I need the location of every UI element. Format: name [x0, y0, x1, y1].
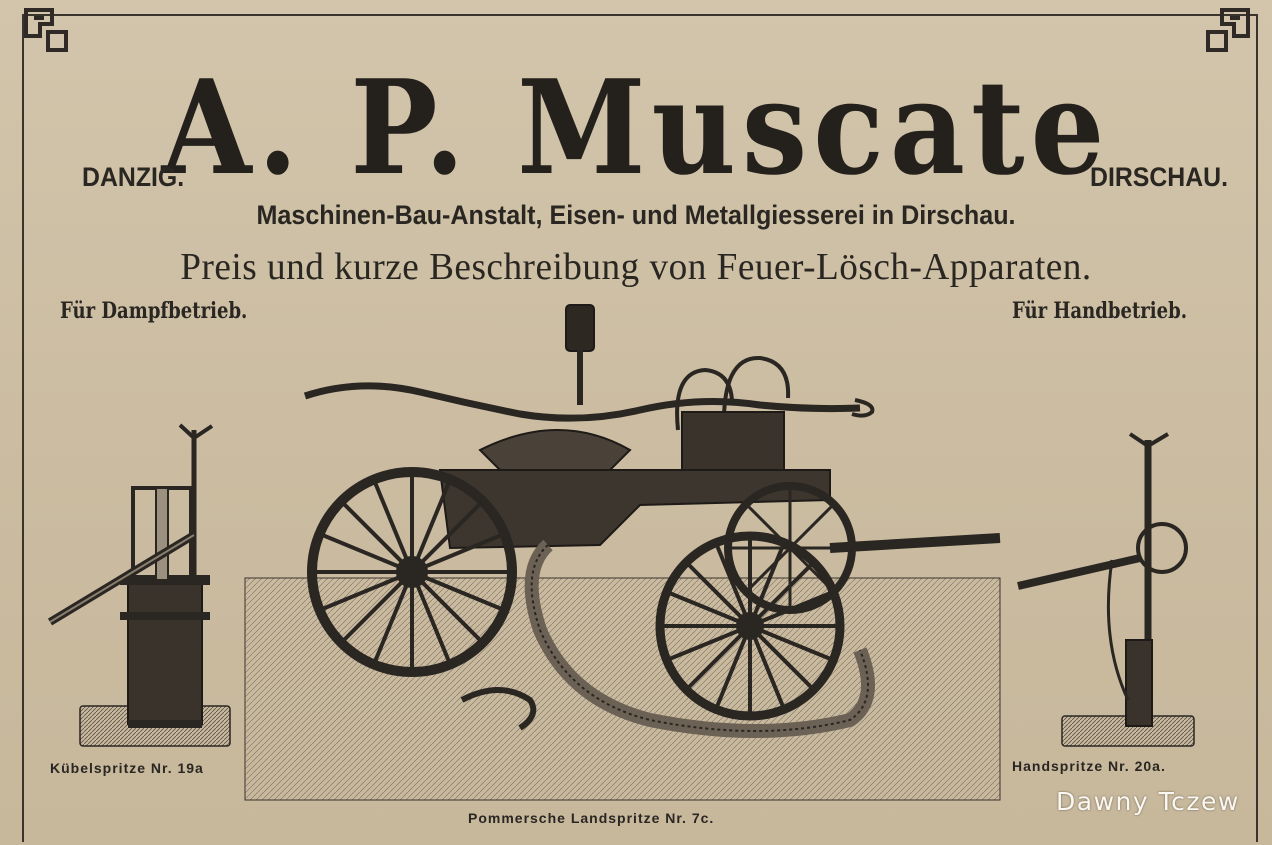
bucket-pump-illustration: [50, 425, 230, 746]
caption-bucket-pump: Kübelspritze Nr. 19a: [50, 760, 204, 776]
company-subtitle: Maschinen-Bau-Anstalt, Eisen- und Metallgiesserei in Dirschau.: [256, 200, 1016, 230]
hand-syringe-illustration: [1018, 434, 1194, 746]
watermark: Dawny Tczew: [1056, 787, 1240, 816]
caption-hand-syringe: Handspritze Nr. 20a.: [1012, 758, 1166, 774]
section-label-right: Für Handbetrieb.: [1012, 298, 1188, 324]
fire-engine-illustration: [245, 305, 1000, 800]
company-title: A. P. Muscate: [161, 52, 1111, 205]
caption-fire-engine: Pommersche Landspritze Nr. 7c.: [468, 810, 715, 826]
section-label-left: Für Dampfbetrieb.: [60, 298, 248, 324]
city-left: DANZIG.: [82, 162, 185, 192]
advert-tagline: Preis und kurze Beschreibung von Feuer-Lösch-Apparaten.: [180, 246, 1092, 288]
city-right: DIRSCHAU.: [1090, 162, 1229, 192]
